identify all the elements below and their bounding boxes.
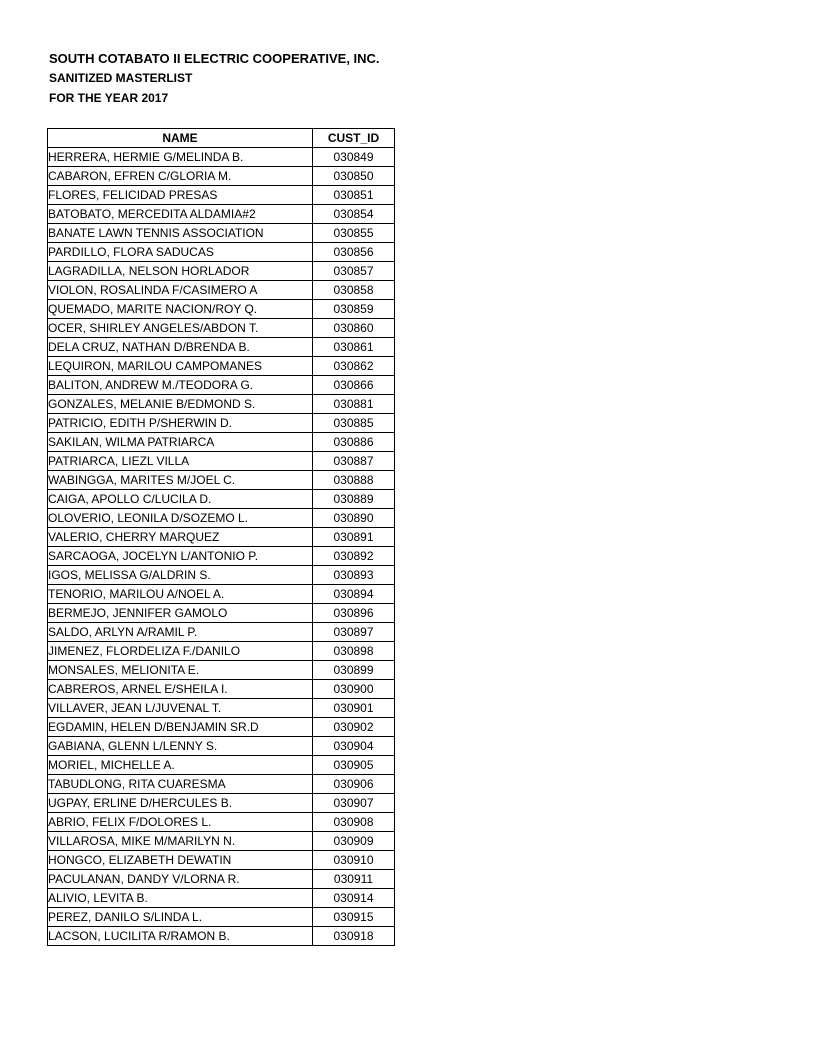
customer-id-cell: 030856 (313, 243, 395, 262)
customer-id-cell: 030887 (313, 452, 395, 471)
document-header (49, 50, 380, 108)
customer-name-cell: LEQUIRON, MARILOU CAMPOMANES (48, 357, 313, 376)
customer-name-cell: SAKILAN, WILMA PATRIARCA (48, 433, 313, 452)
customer-id-cell: 030909 (313, 832, 395, 851)
customer-name-cell: PACULANAN, DANDY V/LORNA R. (48, 870, 313, 889)
customer-id-cell: 030908 (313, 813, 395, 832)
table-row (48, 623, 395, 642)
customer-id-cell: 030889 (313, 490, 395, 509)
table-row (48, 395, 395, 414)
customer-id-cell: 030897 (313, 623, 395, 642)
customer-name-cell: VALERIO, CHERRY MARQUEZ (48, 528, 313, 547)
customer-id-cell: 030866 (313, 376, 395, 395)
customer-id-cell: 030899 (313, 661, 395, 680)
customer-id-cell: 030901 (313, 699, 395, 718)
customer-id-cell: 030905 (313, 756, 395, 775)
table-row (48, 167, 395, 186)
customer-id-cell: 030849 (313, 148, 395, 167)
customer-name-cell: BERMEJO, JENNIFER GAMOLO (48, 604, 313, 623)
customer-name-cell: UGPAY, ERLINE D/HERCULES B. (48, 794, 313, 813)
customer-id-cell: 030918 (313, 927, 395, 946)
table-row (48, 243, 395, 262)
customer-name-cell: TENORIO, MARILOU A/NOEL A. (48, 585, 313, 604)
customer-name-cell: CABREROS, ARNEL E/SHEILA I. (48, 680, 313, 699)
table-row (48, 927, 395, 946)
customer-id-cell: 030854 (313, 205, 395, 224)
customer-id-cell: 030900 (313, 680, 395, 699)
customer-id-cell: 030885 (313, 414, 395, 433)
customer-id-cell: 030902 (313, 718, 395, 737)
customer-id-cell: 030893 (313, 566, 395, 585)
customer-id-cell: 030904 (313, 737, 395, 756)
table-row (48, 186, 395, 205)
customer-name-cell: PARDILLO, FLORA SADUCAS (48, 243, 313, 262)
table-row (48, 604, 395, 623)
customer-id-cell: 030855 (313, 224, 395, 243)
customer-id-cell: 030850 (313, 167, 395, 186)
organization-title: SOUTH COTABATO II ELECTRIC COOPERATIVE, INC. (49, 51, 380, 66)
customer-id-cell: 030851 (313, 186, 395, 205)
customer-name-cell: OCER, SHIRLEY ANGELES/ABDON T. (48, 319, 313, 338)
customer-id-cell: 030907 (313, 794, 395, 813)
table-row (48, 775, 395, 794)
customer-name-cell: PEREZ, DANILO S/LINDA L. (48, 908, 313, 927)
table-row (48, 433, 395, 452)
customer-name-cell: BATOBATO, MERCEDITA ALDAMIA#2 (48, 205, 313, 224)
table-row (48, 870, 395, 889)
table-row (48, 224, 395, 243)
table-row (48, 528, 395, 547)
customer-name-cell: WABINGGA, MARITES M/JOEL C. (48, 471, 313, 490)
customer-name-cell: VILLAVER, JEAN L/JUVENAL T. (48, 699, 313, 718)
customer-id-cell: 030892 (313, 547, 395, 566)
table-row (48, 205, 395, 224)
table-row (48, 262, 395, 281)
customer-id-cell: 030881 (313, 395, 395, 414)
table-row (48, 908, 395, 927)
customer-name-cell: JIMENEZ, FLORDELIZA F./DANILO (48, 642, 313, 661)
table-row (48, 509, 395, 528)
table-row (48, 319, 395, 338)
customer-name-cell: TABUDLONG, RITA CUARESMA (48, 775, 313, 794)
customer-name-cell: GABIANA, GLENN L/LENNY S. (48, 737, 313, 756)
customer-name-cell: BALITON, ANDREW M./TEODORA G. (48, 376, 313, 395)
customer-id-cell: 030857 (313, 262, 395, 281)
customer-id-cell: 030860 (313, 319, 395, 338)
customer-name-cell: QUEMADO, MARITE NACION/ROY Q. (48, 300, 313, 319)
customer-name-cell: ALIVIO, LEVITA B. (48, 889, 313, 908)
customer-id-cell: 030910 (313, 851, 395, 870)
customer-name-cell: LACSON, LUCILITA R/RAMON B. (48, 927, 313, 946)
table-row (48, 376, 395, 395)
customer-id-cell: 030891 (313, 528, 395, 547)
customer-name-cell: IGOS, MELISSA G/ALDRIN S. (48, 566, 313, 585)
customer-name-cell: CABARON, EFREN C/GLORIA M. (48, 167, 313, 186)
customer-name-cell: PATRICIO, EDITH P/SHERWIN D. (48, 414, 313, 433)
customer-id-cell: 030896 (313, 604, 395, 623)
customer-id-cell: 030858 (313, 281, 395, 300)
customer-name-cell: PATRIARCA, LIEZL VILLA (48, 452, 313, 471)
column-header-cust-id: CUST_ID (313, 129, 395, 148)
customer-name-cell: MORIEL, MICHELLE A. (48, 756, 313, 775)
period-label: FOR THE YEAR 2017 (49, 91, 169, 105)
table-row (48, 889, 395, 908)
table-row (48, 756, 395, 775)
table-row (48, 547, 395, 566)
customer-id-cell: 030914 (313, 889, 395, 908)
table-row (48, 452, 395, 471)
customer-id-cell: 030886 (313, 433, 395, 452)
table-row (48, 300, 395, 319)
table-row (48, 357, 395, 376)
table-row (48, 699, 395, 718)
customer-name-cell: BANATE LAWN TENNIS ASSOCIATION (48, 224, 313, 243)
customer-name-cell: HONGCO, ELIZABETH DEWATIN (48, 851, 313, 870)
table-row (48, 566, 395, 585)
customer-id-cell: 030906 (313, 775, 395, 794)
customer-id-cell: 030915 (313, 908, 395, 927)
table-row (48, 490, 395, 509)
customer-name-cell: OLOVERIO, LEONILA D/SOZEMO L. (48, 509, 313, 528)
customer-id-cell: 030888 (313, 471, 395, 490)
table-row (48, 338, 395, 357)
table-row (48, 832, 395, 851)
customer-id-cell: 030859 (313, 300, 395, 319)
customer-name-cell: LAGRADILLA, NELSON HORLADOR (48, 262, 313, 281)
table-row (48, 680, 395, 699)
table-row (48, 642, 395, 661)
customer-name-cell: ABRIO, FELIX F/DOLORES L. (48, 813, 313, 832)
document-title: SANITIZED MASTERLIST (49, 71, 193, 85)
table-header-row (48, 129, 395, 148)
customer-name-cell: DELA CRUZ, NATHAN D/BRENDA B. (48, 338, 313, 357)
table-row (48, 851, 395, 870)
customer-name-cell: SARCAOGA, JOCELYN L/ANTONIO P. (48, 547, 313, 566)
customer-name-cell: VIOLON, ROSALINDA F/CASIMERO A (48, 281, 313, 300)
customer-id-cell: 030894 (313, 585, 395, 604)
table-row (48, 414, 395, 433)
customer-name-cell: HERRERA, HERMIE G/MELINDA B. (48, 148, 313, 167)
column-header-name: NAME (48, 129, 313, 148)
table-body (48, 148, 395, 946)
customer-id-cell: 030911 (313, 870, 395, 889)
table-row (48, 718, 395, 737)
table-row (48, 737, 395, 756)
customer-id-cell: 030861 (313, 338, 395, 357)
customer-id-cell: 030890 (313, 509, 395, 528)
table-row (48, 585, 395, 604)
customer-name-cell: EGDAMIN, HELEN D/BENJAMIN SR.D (48, 718, 313, 737)
table-row (48, 813, 395, 832)
customer-name-cell: MONSALES, MELIONITA E. (48, 661, 313, 680)
customer-id-cell: 030898 (313, 642, 395, 661)
table-row (48, 471, 395, 490)
table-row (48, 281, 395, 300)
table-row (48, 794, 395, 813)
customer-name-cell: FLORES, FELICIDAD PRESAS (48, 186, 313, 205)
table-row (48, 148, 395, 167)
customer-name-cell: VILLAROSA, MIKE M/MARILYN N. (48, 832, 313, 851)
table-row (48, 661, 395, 680)
customer-name-cell: SALDO, ARLYN A/RAMIL P. (48, 623, 313, 642)
customer-name-cell: CAIGA, APOLLO C/LUCILA D. (48, 490, 313, 509)
customer-id-cell: 030862 (313, 357, 395, 376)
masterlist-table (47, 128, 395, 946)
customer-name-cell: GONZALES, MELANIE B/EDMOND S. (48, 395, 313, 414)
